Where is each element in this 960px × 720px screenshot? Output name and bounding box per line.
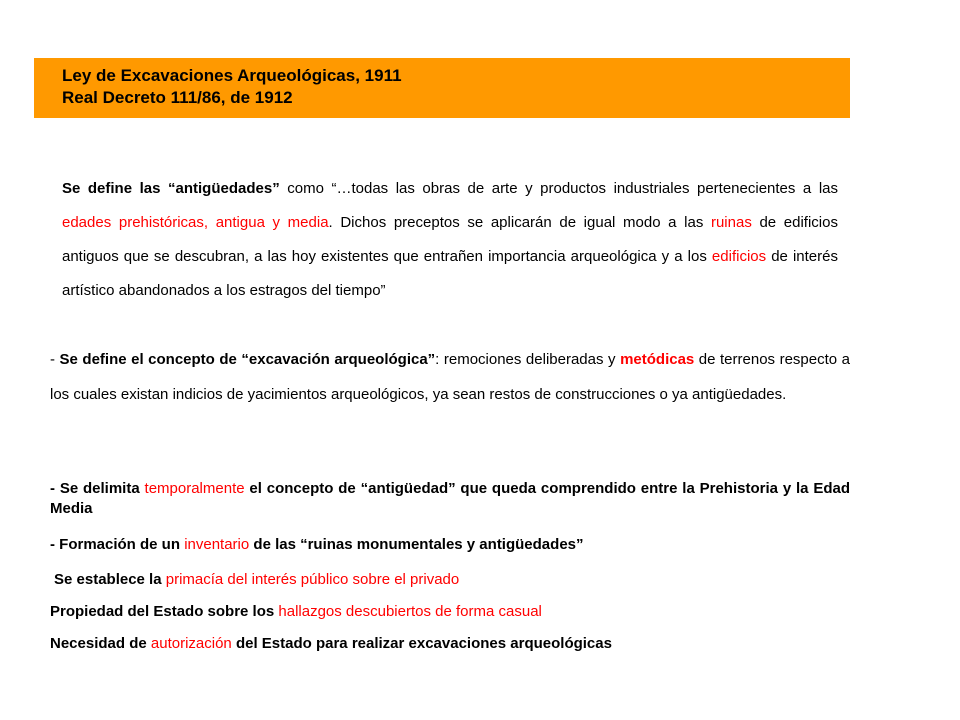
inventario-line	[50, 536, 584, 553]
title-line-2: Real Decreto 111/86, de 1912	[62, 88, 293, 107]
p1-text-3: de edificios antiguos que se descubran, a las hoy existentes que entrañen importancia arqueológica y a los	[62, 214, 838, 265]
p1-text-2: . Dichos preceptos se aplicarán de igual modo a las	[328, 214, 711, 231]
antiguedades-definition-paragraph	[62, 172, 838, 308]
p1-text-4: de interés artístico abandonados a los estragos del tiempo”	[62, 248, 838, 299]
p2-text-2: de terrenos respecto a los cuales existan indicios de yacimientos arqueológicos, ya sean restos de construcciones o ya antigüedades.	[50, 351, 850, 403]
p1-lead: Se define las “antigüedades”	[62, 180, 280, 197]
p3-text-2: el concepto de “antigüedad” que queda comprendido entre la Prehistoria y la Edad Media	[50, 480, 850, 517]
p1-highlight-edificios: edificios	[711, 248, 767, 265]
l3-text-1: Propiedad del Estado sobre los	[50, 603, 279, 620]
l1-text-1: - Formación de un	[50, 536, 185, 553]
p1-text-1: como “…todas las obras de arte y productos industriales pertenecientes a las	[279, 180, 838, 197]
excavacion-definition-paragraph	[50, 342, 850, 412]
p2-lead: Se define el concepto de “excavación arqueológica”	[59, 351, 436, 368]
p1-highlight-ruinas: ruinas	[710, 214, 752, 231]
p1-highlight-edades: edades prehistóricas, antigua y media	[62, 214, 329, 231]
title-line-1: Ley de Excavaciones Arqueológicas, 1911	[62, 66, 402, 85]
title-banner	[34, 58, 850, 118]
l4-text-1: Necesidad de	[50, 635, 151, 652]
p2-dash: -	[50, 351, 60, 368]
primacia-line	[54, 571, 459, 588]
l4-text-2: del Estado para realizar excavaciones arqueológicas	[231, 635, 612, 652]
l4-highlight-autorizacion: autorización	[150, 635, 232, 652]
p2-highlight-metodicas: metódicas	[620, 351, 695, 368]
p3-highlight-temporalmente: temporalmente	[144, 480, 245, 497]
p2-text-1: : remociones deliberadas y	[435, 351, 621, 368]
l2-text-1: Se establece la	[54, 571, 166, 588]
l3-highlight-hallazgos: hallazgos descubiertos de forma casual	[278, 603, 542, 620]
autorizacion-line	[50, 635, 612, 652]
temporal-delimitation-paragraph	[50, 479, 850, 519]
l1-text-2: de las “ruinas monumentales y antigüedades”	[249, 536, 584, 553]
p3-text-1: - Se delimita	[50, 480, 145, 497]
l2-highlight-primacia: primacía del interés público sobre el privado	[165, 571, 460, 588]
l1-highlight-inventario: inventario	[184, 536, 250, 553]
propiedad-line	[50, 603, 542, 620]
